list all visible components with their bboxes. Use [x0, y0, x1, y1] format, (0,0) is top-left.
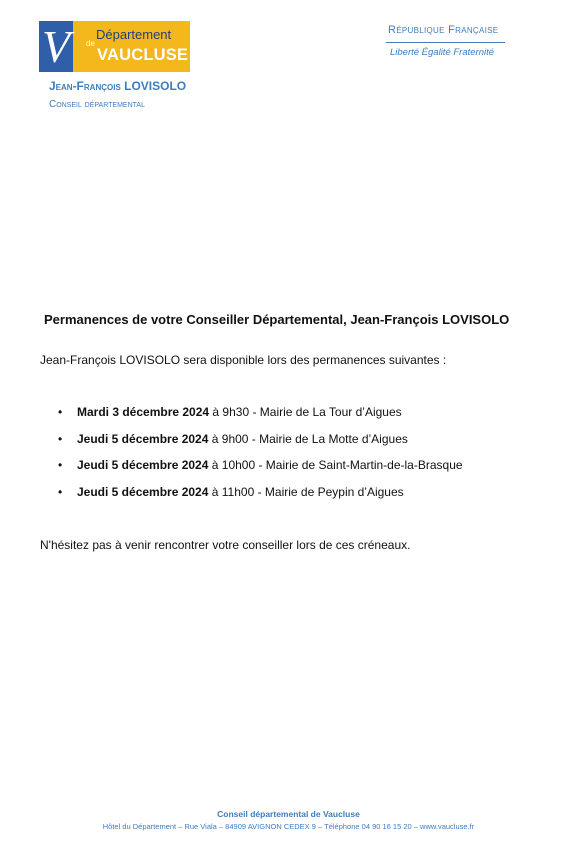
bullet-icon: • [58, 405, 63, 419]
slot-date: Mardi 3 décembre 2024 [77, 405, 210, 419]
vaucluse-logo [39, 21, 190, 72]
council-label: Conseil départemental [49, 99, 145, 110]
slot-text [77, 405, 402, 419]
closing-paragraph: N'hésitez pas à venir rencontrer votre conseiller lors de ces créneaux. [40, 538, 411, 552]
slot-detail: à 9h00 - Mairie de La Motte d’Aigues [208, 431, 408, 446]
councillor-name: Jean-François LOVISOLO [49, 79, 187, 93]
republique-divider [386, 42, 505, 43]
intro-paragraph: Jean-François LOVISOLO sera disponible lors des permanences suivantes : [40, 353, 447, 367]
footer-address: Hôtel du Département – Rue Viala – 84909 AVIGNON CEDEX 9 – Téléphone 04 90 16 15 20 – www.vaucluse.fr [102, 822, 475, 831]
footer-title: Conseil départemental de Vaucluse [217, 809, 360, 819]
slot-detail: à 9h30 - Mairie de La Tour d’Aigues [209, 405, 402, 419]
logo-departement-text: Département [96, 27, 172, 42]
republique-francaise: République Française [388, 24, 499, 36]
bullet-icon: • [58, 458, 63, 472]
republic-motto: Liberté Égalité Fraternité [390, 47, 495, 58]
slot-date: Jeudi 5 décembre 2024 [77, 484, 209, 499]
slot-text [77, 432, 408, 446]
slot-date: Jeudi 5 décembre 2024 [77, 431, 209, 446]
bullet-icon: • [58, 484, 63, 499]
logo-v-mark: V [39, 21, 73, 72]
slot-date: Jeudi 5 décembre 2024 [77, 458, 209, 472]
slot-detail: à 10h00 - Mairie de Saint-Martin-de-la-Brasque [208, 458, 463, 472]
logo-de-text: de [86, 39, 95, 48]
slot-detail: à 11h00 - Mairie de Peypin d’Aigues [208, 484, 404, 499]
document-title: Permanences de votre Conseiller Départemental, Jean-François LOVISOLO [44, 312, 510, 327]
logo-vaucluse-text: VAUCLUSE [97, 46, 189, 64]
slot-text [77, 458, 463, 472]
slot-text [77, 485, 404, 499]
bullet-icon: • [58, 431, 63, 446]
